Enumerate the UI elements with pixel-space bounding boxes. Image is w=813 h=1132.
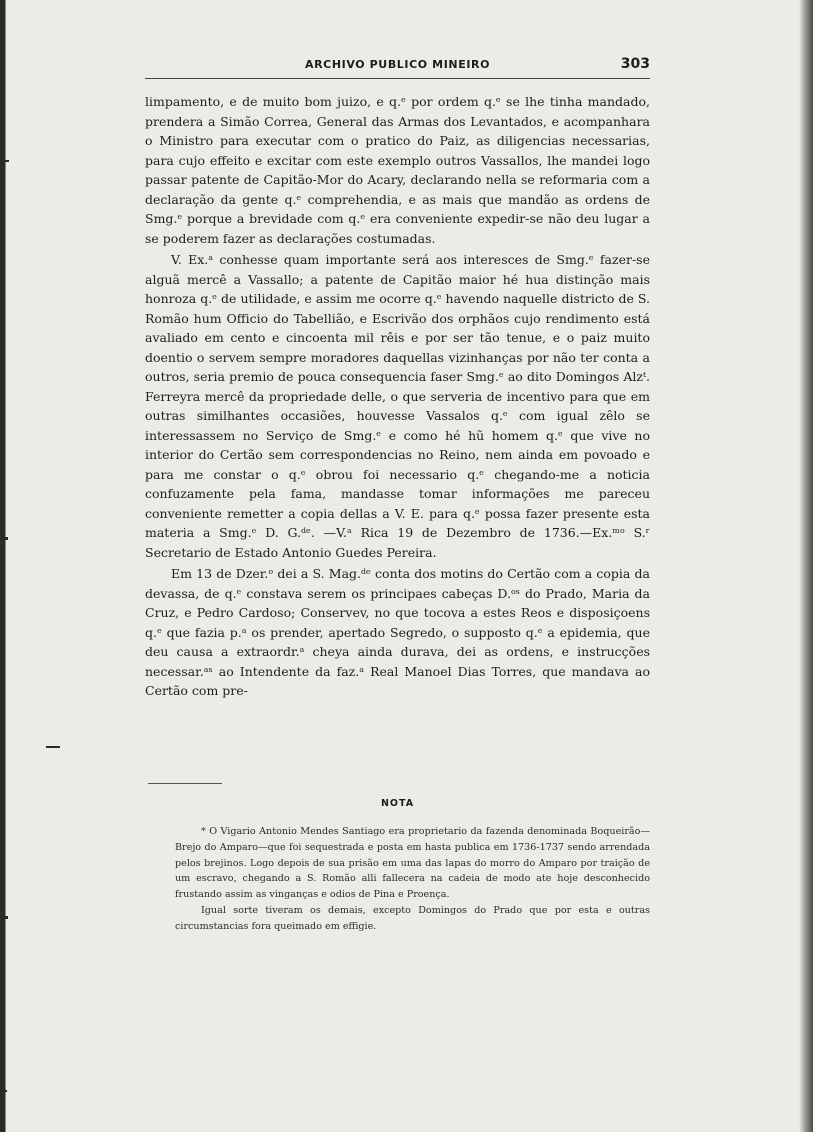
page-right-edge-shadow xyxy=(799,0,813,1132)
page-number: 303 xyxy=(620,56,650,72)
body-paragraph: Em 13 de Dzer.ᵒ dei a S. Mag.ᵈᵉ conta dos motins do Certão com a copia da devassa, de q.ᵉ constava serem os principaes cabeças D.ᵒˢ do Prado, Maria da Cruz, e Pedro Cardoso; Conservev, no que tocova a estes Reos e disposiçoens q.ᵉ que fazia p.ᵃ os prender, apertado Segredo, o supposto q.ᵉ a epidemia, que deu causa a extraordr.ᵃ cheya ainda durava, dei as ordens, e instrucções necessar.ᵃˢ ao Intendente da faz.ᵃ Real Manoel Dias Torres, que mandava ao Certão com pre- xyxy=(145,566,650,698)
body-text xyxy=(145,92,650,703)
page-left-border-shadow xyxy=(5,0,6,1132)
body-paragraph: limpamento, e de muito bom juizo, e q.ᵉ por ordem q.ᵉ se lhe tinha mandado, prendera a Simão Correa, General das Armas dos Levantados, e acompanhara o Ministro para executar com o pratico do Paiz, as diligencias necessarias, para cujo effeito e excitar com este exemplo outros Vassallos, lhe mandei logo passar patente de Capitão-Mor do Acary, declarando nella se reformaria com a declaração da gente q.ᵉ comprehendia, e as mais que mandão as ordens de Smg.ᵉ porque a brevidade com q.ᵉ era conveniente expedir-se não deu lugar a se poderem fazer as declarações costumadas. xyxy=(145,94,650,246)
margin-mark xyxy=(4,537,8,540)
margin-mark xyxy=(3,1090,7,1092)
footnote-rule xyxy=(148,783,222,784)
note-title: NOTA xyxy=(380,798,415,809)
running-title: ARCHIVO PUBLICO MINEIRO xyxy=(304,58,491,71)
margin-mark xyxy=(4,916,8,919)
footnote-paragraph: Igual sorte tiveram os demais, excepto Domingos do Prado que por esta e outras circumstancias fora queimado em effigie. xyxy=(175,904,650,932)
margin-mark xyxy=(4,160,9,162)
header-rule xyxy=(145,78,650,79)
footnote-paragraph: * O Vigario Antonio Mendes Santiago era proprietario da fazenda denominada Boqueirão—Brejo do Amparo—que foi sequestrada e posta em hasta publica em 1736-1737 sendo arrendada pelos brejinos. Logo depois de sua prisão em uma das lapas do morro do Amparo por traição de um escravo, chegando a S. Romão alli fallecera na cadeia de modo ate hoje desconhecido frustando assim as vinganças e odios de Pina e Proença. xyxy=(175,826,650,901)
body-paragraph: V. Ex.ᵃ conhesse quam importante será aos interesces de Smg.ᵉ fazer-se alguã mercê a Vassallo; a patente de Capitão maior hé hua distinção mais honroza q.ᵉ de utilidade, e assim me ocorre q.ᵉ havendo naquelle districto de S. Romão hum Officio do Tabellião, e Escrivão dos orphãos cujo rendimento está avaliado em cento e cincoenta mil rêis e por ser tão tenue, e o paiz muito doentio o servem sempre moradores daquellas vizinhanças por não ter conta a outros, seria premio de pouca consequencia faser Smg.ᵉ ao dito Domingos Alzᵗ. Ferreyra mercê da propriedade delle, o que serveria de incentivo para que em outras similhantes occasiões, houvesse Vassalos q.ᵉ com igual zêlo se interessassem no Serviço de Smg.ᵉ e como hé hũ homem q.ᵉ que vive no interior do Certão sem correspondencias no Reino, nem ainda em povoado e para me constar o q.ᵉ obrou foi necessario q.ᵉ chegando-me a noticia confuzamente pela fama, mandasse tomar informações me pareceu conveniente remetter a copia dellas a V. E. para q.ᵉ possa fazer presente esta materia a Smg.ᵉ D. G.ᵈᵉ. —V.ᵃ Rica 19 de Dezembro de 1736.—Ex.ᵐᵒ S.ʳ Secretario de Estado Antonio Guedes Pereira. xyxy=(145,252,650,560)
page-header xyxy=(145,56,650,78)
footnote xyxy=(175,824,650,935)
margin-mark xyxy=(46,746,60,748)
